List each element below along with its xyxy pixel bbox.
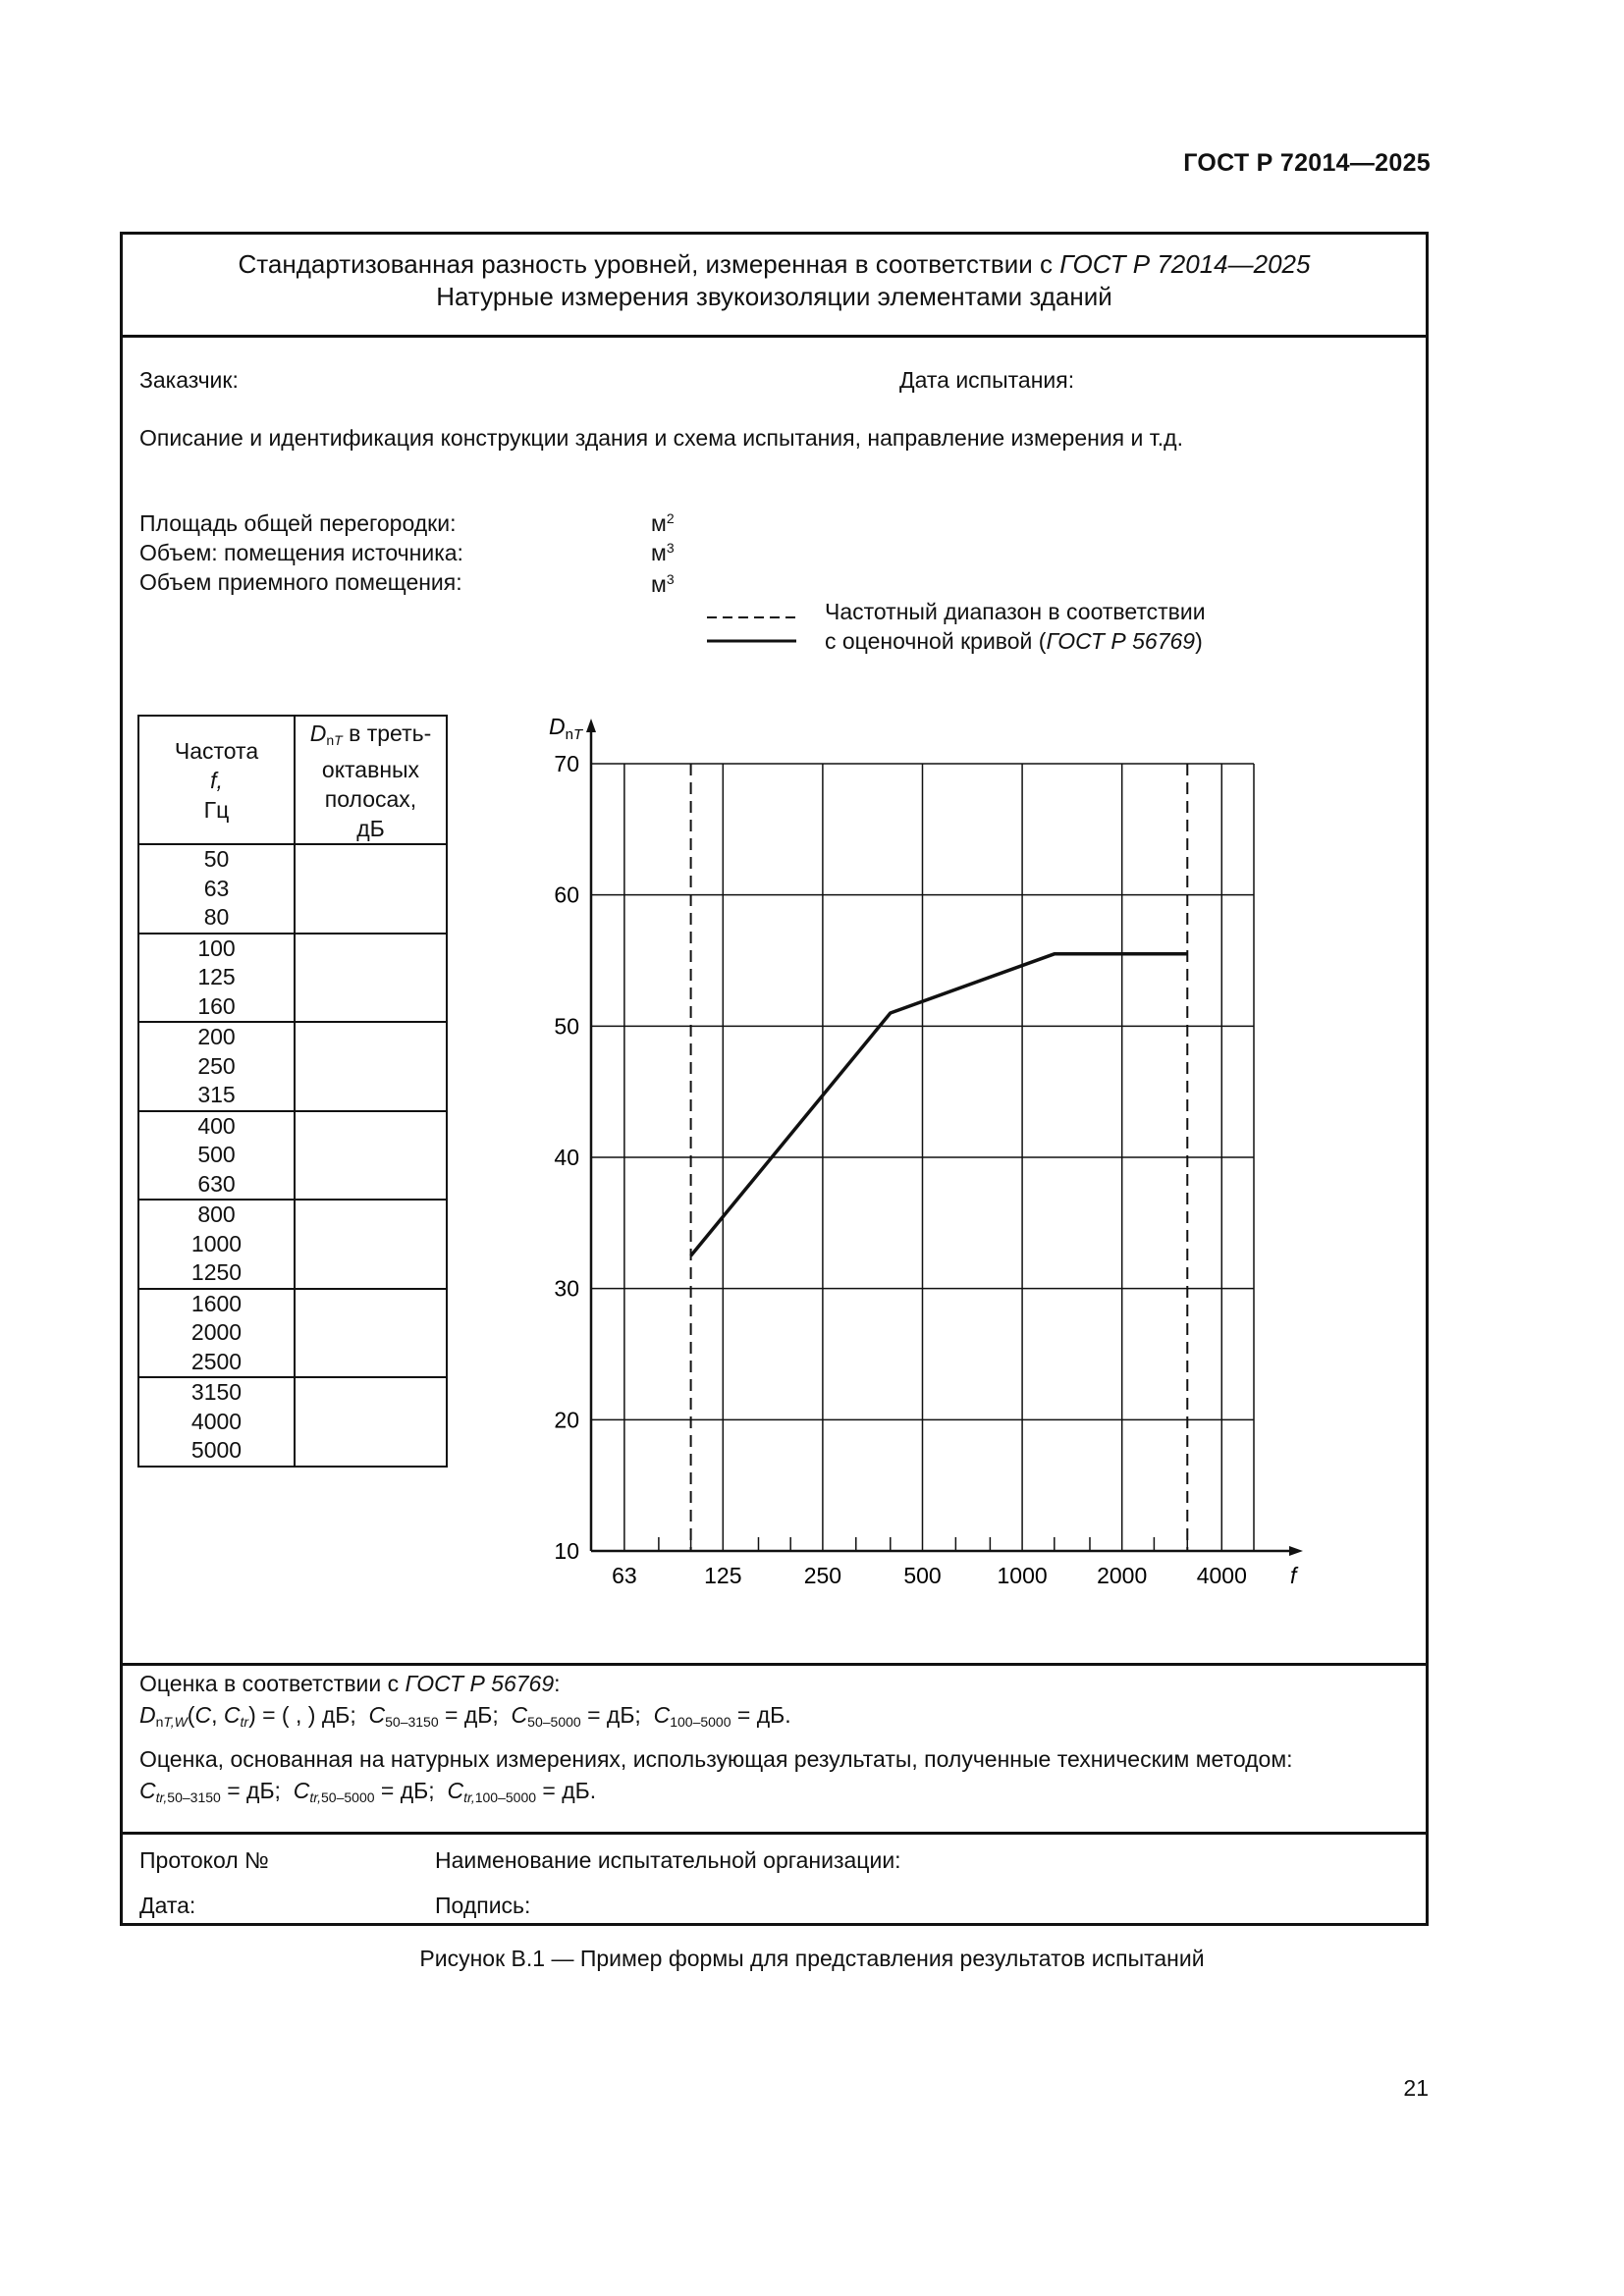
x-axis-arrow (1289, 1546, 1303, 1556)
y-tick-label: 10 (554, 1538, 579, 1564)
value-cell[interactable] (295, 1377, 447, 1467)
value-cell[interactable] (295, 934, 447, 1023)
footer-divider (123, 1832, 1426, 1835)
table-row (138, 1289, 447, 1378)
table-row (138, 844, 447, 934)
evaluation-divider (123, 1663, 1426, 1666)
table-row (138, 1377, 447, 1467)
frequency-cell: 100 125 160 (138, 934, 295, 1023)
form-title-ref: ГОСТ Р 72014—2025 (1059, 249, 1311, 279)
x-axis-label: f (1290, 1563, 1297, 1588)
value-cell[interactable] (295, 1289, 447, 1378)
legend-line2: с оценочной кривой (ГОСТ Р 56769) (825, 628, 1203, 654)
form-title-line1: Стандартизованная разность уровней, измеренная в соответствии с ГОСТ Р 72014—2025 (238, 249, 1311, 279)
frequency-table (137, 715, 448, 1468)
value-cell[interactable] (295, 1200, 447, 1289)
y-tick-label: 70 (554, 751, 579, 776)
y-tick-label: 20 (554, 1407, 579, 1433)
test-date-label: Дата испытания: (899, 367, 1075, 393)
frequency-cell: 800 1000 1250 (138, 1200, 295, 1289)
partition-area-label: Площадь общей перегородки: (139, 510, 457, 536)
page-number: 21 (1403, 2075, 1429, 2101)
testing-organization-label: Наименование испытательной организации: (435, 1847, 901, 1873)
source-room-volume-unit: $м^3$ (651, 540, 675, 565)
evaluation-formula-line: $D_{nT,W}(C$, $C_{tr}$) = ( , ) дБ; $C_{50-3150}$ = дБ; $C_{50-5000}$ = дБ; $C_{100-5000}$ = дБ. (139, 1702, 791, 1730)
signature-label: Подпись: (435, 1893, 531, 1918)
x-tick-label: 250 (803, 1563, 842, 1588)
frequency-table-header (138, 716, 447, 844)
frequency-cell: 200 250 315 (138, 1022, 295, 1111)
protocol-number-label: Протокол № (139, 1847, 269, 1873)
y-axis-arrow (586, 719, 596, 732)
x-tick-label: 63 (612, 1563, 637, 1588)
standard-number: ГОСТ Р 72014—2025 (1183, 149, 1431, 177)
x-tick-label: 125 (704, 1563, 742, 1588)
table-row (138, 934, 447, 1023)
y-tick-label: 60 (554, 881, 579, 908)
frequency-cell: 1600 2000 2500 (138, 1289, 295, 1378)
date-label: Дата: (139, 1893, 196, 1918)
form-title-line2: Натурные измерения звукоизоляции элементами зданий (436, 282, 1112, 311)
legend-line-samples (705, 610, 798, 649)
source-room-volume-label: Объем: помещения источника: (139, 540, 463, 565)
y-tick-label: 50 (554, 1013, 579, 1040)
y-tick-label: 30 (554, 1275, 579, 1302)
figure-caption: Рисунок В.1 — Пример формы для представления результатов испытаний (419, 1946, 1205, 1971)
level-difference-chart (511, 702, 1316, 1595)
receiving-room-volume-unit: $м^3$ (651, 571, 675, 597)
value-cell[interactable] (295, 1111, 447, 1201)
partition-area-unit: $м^2$ (651, 510, 675, 536)
frequency-cell: 3150 4000 5000 (138, 1377, 295, 1467)
x-tick-label: 4000 (1196, 1563, 1247, 1588)
legend-line1: Частотный диапазон в соответствии (825, 599, 1206, 624)
value-cell[interactable] (295, 844, 447, 934)
receiving-room-volume-label: Объем приемного помещения: (139, 569, 462, 595)
customer-label: Заказчик: (139, 367, 239, 393)
table-row (138, 1111, 447, 1201)
level-difference-column-header: $D_{nT}$ в треть- октавных полосах, дБ (295, 716, 447, 844)
construction-description-label: Описание и идентификация конструкции здания и схема испытания, направление измерения и т.д. (139, 425, 1183, 451)
table-row (138, 1200, 447, 1289)
y-tick-label: 40 (554, 1145, 579, 1170)
reference-curve-line (691, 954, 1188, 1256)
frequency-column-header: Частота f, Гц (138, 716, 295, 844)
table-row (138, 1022, 447, 1111)
x-tick-label: 500 (903, 1563, 942, 1588)
frequency-cell: 50 63 80 (138, 844, 295, 934)
form-title (123, 248, 1426, 313)
field-evaluation-title: Оценка, основанная на натурных измерениях, использующая результаты, полученные техническим методом: (139, 1746, 1293, 1772)
frequency-cell: 400 500 630 (138, 1111, 295, 1201)
x-tick-label: 1000 (997, 1563, 1048, 1588)
field-evaluation-formula-line: $C_{tr,50-3150}$ = дБ; $C_{tr,50-5000}$ = дБ; $C_{tr,100-5000}$ = дБ. (139, 1778, 597, 1805)
value-cell[interactable] (295, 1022, 447, 1111)
x-tick-label: 2000 (1097, 1563, 1148, 1588)
y-axis-label: $D_nT$ (549, 714, 583, 743)
title-divider (123, 335, 1426, 338)
evaluation-title: Оценка в соответствии с ГОСТ Р 56769: (139, 1671, 561, 1696)
